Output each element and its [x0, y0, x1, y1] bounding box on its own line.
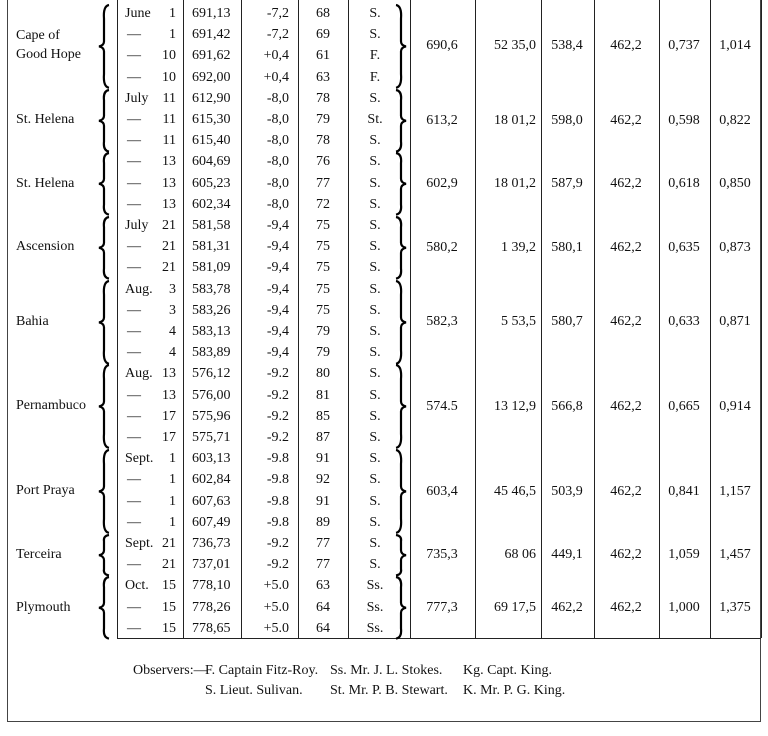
reference-value: 462,2 — [610, 547, 642, 563]
column-rule — [241, 0, 242, 638]
date-day: 1 — [169, 472, 176, 488]
observer-code: S. — [369, 324, 381, 339]
observer-code: S. — [369, 90, 381, 106]
attached-thermometer: 78 — [316, 133, 330, 149]
date-month-ditto: — — [127, 112, 141, 127]
corrected-value: 449,1 — [551, 547, 583, 563]
pressure-reading: 602,84 — [192, 472, 231, 488]
date-month-ditto: — — [127, 599, 141, 615]
observer-code: S. — [369, 472, 381, 488]
date-day: 21 — [162, 239, 176, 255]
observer-code: S. — [369, 451, 381, 467]
right-brace — [395, 152, 407, 216]
date-month: Aug. — [125, 281, 153, 297]
attached-thermometer: 91 — [316, 451, 330, 467]
observer-code: F. — [369, 48, 381, 64]
temperature-reading: -9.2 — [266, 408, 289, 424]
attached-thermometer: 79 — [316, 324, 330, 339]
date-day: 17 — [162, 408, 176, 424]
temperature-reading: +0,4 — [263, 69, 289, 85]
date-day: 1 — [169, 514, 176, 530]
pressure-reading: 581,09 — [192, 260, 231, 276]
column-rule — [594, 0, 595, 638]
observer-code: S. — [369, 260, 381, 276]
observer-code: S. — [369, 430, 381, 445]
attached-thermometer: 89 — [316, 514, 330, 530]
pressure-reading: 583,26 — [192, 302, 231, 318]
date-day: 11 — [162, 133, 176, 149]
observer-code: S. — [369, 536, 381, 551]
temperature-reading: -9.2 — [266, 536, 289, 551]
place-name: Ascension — [16, 239, 75, 255]
observer-code: S. — [369, 27, 381, 43]
pressure-reading: 691,42 — [192, 27, 231, 43]
temperature-reading: -9,4 — [266, 281, 289, 297]
reference-value: 462,2 — [610, 600, 642, 616]
temperature-reading: -8,0 — [266, 175, 289, 191]
attached-thermometer: 68 — [316, 6, 330, 21]
temperature-reading: -9.8 — [266, 493, 289, 509]
altitude-value: 1 39,2 — [501, 239, 536, 255]
date-day: 3 — [169, 302, 176, 318]
mean-pressure: 613,2 — [426, 112, 458, 128]
pressure-reading: 778,10 — [192, 578, 231, 594]
attached-thermometer: 76 — [316, 154, 330, 170]
altitude-value: 5 53,5 — [501, 314, 536, 329]
temperature-reading: -8,0 — [266, 196, 289, 212]
pressure-reading: 736,73 — [192, 536, 231, 551]
observer-code: S. — [369, 302, 381, 318]
ratio-value: 0,618 — [668, 176, 700, 192]
left-brace — [98, 449, 110, 534]
left-brace — [98, 4, 110, 89]
corrected-value: 566,8 — [551, 398, 583, 414]
ratio-value: 0,635 — [668, 239, 700, 255]
corrected-value: 580,1 — [551, 239, 583, 255]
observer-code: S. — [369, 154, 381, 170]
observer-code: S. — [369, 557, 381, 573]
date-month-ditto: — — [127, 196, 141, 212]
factor-value: 0,822 — [719, 112, 751, 128]
attached-thermometer: 81 — [316, 387, 330, 403]
temperature-reading: -9,4 — [266, 345, 289, 361]
left-brace — [98, 534, 110, 576]
right-brace — [395, 4, 407, 89]
corrected-value: 462,2 — [551, 600, 583, 616]
attached-thermometer: 77 — [316, 175, 330, 191]
date-month-ditto: — — [127, 27, 141, 43]
observer-code: F. — [369, 69, 381, 85]
attached-thermometer: 63 — [316, 578, 330, 594]
temperature-reading: -9.8 — [266, 514, 289, 530]
mean-pressure: 735,3 — [426, 547, 458, 563]
temperature-reading: -9.2 — [266, 430, 289, 445]
temperature-reading: -9,4 — [266, 218, 289, 233]
date-month-ditto: — — [127, 472, 141, 488]
date-day: 11 — [162, 112, 176, 127]
pressure-reading: 581,31 — [192, 239, 231, 255]
pressure-reading: 691,13 — [192, 6, 231, 21]
date-month-ditto: — — [127, 514, 141, 530]
date-month: Sept. — [125, 536, 154, 551]
place-name: Port Praya — [16, 483, 75, 499]
factor-value: 0,873 — [719, 239, 751, 255]
pressure-reading: 575,71 — [192, 430, 231, 445]
pressure-reading: 576,00 — [192, 387, 231, 403]
observer-code: S. — [369, 281, 381, 297]
mean-pressure: 603,4 — [426, 483, 458, 499]
right-brace — [395, 576, 407, 640]
date-day: 13 — [162, 366, 176, 382]
date-month-ditto: — — [127, 493, 141, 509]
table-bottom-rule — [117, 638, 761, 639]
left-brace — [98, 576, 110, 640]
mean-pressure: 582,3 — [426, 314, 458, 329]
temperature-reading: +5.0 — [263, 599, 289, 615]
place-name: Terceira — [16, 546, 62, 562]
pressure-reading: 778,65 — [192, 620, 231, 636]
altitude-value: 18 01,2 — [494, 112, 536, 128]
attached-thermometer: 79 — [316, 112, 330, 127]
attached-thermometer: 75 — [316, 281, 330, 297]
attached-thermometer: 92 — [316, 472, 330, 488]
temperature-reading: -7,2 — [266, 6, 289, 21]
date-day: 10 — [162, 69, 176, 85]
ratio-value: 1,059 — [668, 547, 700, 563]
right-brace — [395, 89, 407, 153]
observers-prefix: Observers:— — [133, 663, 208, 678]
observer-code: S. — [369, 239, 381, 255]
observer-code: S. — [369, 218, 381, 233]
column-rule — [348, 0, 349, 638]
pressure-reading: 607,49 — [192, 514, 231, 530]
pressure-reading: 575,96 — [192, 408, 231, 424]
attached-thermometer: 63 — [316, 69, 330, 85]
observer-code: Ss. — [366, 578, 384, 594]
date-day: 3 — [169, 281, 176, 297]
altitude-value: 52 35,0 — [494, 38, 536, 54]
temperature-reading: -9.2 — [266, 387, 289, 403]
temperature-reading: -8,0 — [266, 90, 289, 106]
observer-entry: K. Mr. P. G. King. — [463, 683, 566, 698]
attached-thermometer: 64 — [316, 599, 330, 615]
ratio-value: 0,737 — [668, 38, 700, 54]
date-month-ditto: — — [127, 154, 141, 170]
place-name: Plymouth — [16, 599, 71, 615]
pressure-reading: 581,58 — [192, 218, 231, 233]
attached-thermometer: 61 — [316, 48, 330, 64]
date-month-ditto: — — [127, 302, 141, 318]
altitude-value: 69 17,5 — [494, 600, 536, 616]
observer-code: S. — [369, 133, 381, 149]
column-rule — [117, 0, 118, 638]
observer-code: S. — [369, 493, 381, 509]
date-day: 13 — [162, 387, 176, 403]
temperature-reading: -7,2 — [266, 27, 289, 43]
date-day: 11 — [162, 90, 176, 106]
factor-value: 1,457 — [719, 547, 751, 563]
place-name: St. Helena — [16, 112, 75, 128]
place-name: Bahia — [16, 313, 49, 329]
column-rule — [761, 0, 762, 638]
left-brace — [98, 280, 110, 365]
pressure-reading: 612,90 — [192, 90, 231, 106]
observer-code: S. — [369, 196, 381, 212]
reference-value: 462,2 — [610, 483, 642, 499]
date-month-ditto: — — [127, 324, 141, 339]
temperature-reading: -8,0 — [266, 154, 289, 170]
observer-code: S. — [369, 387, 381, 403]
mean-pressure: 602,9 — [426, 176, 458, 192]
temperature-reading: -8,0 — [266, 133, 289, 149]
date-day: 4 — [169, 345, 176, 361]
pressure-reading: 583,78 — [192, 281, 231, 297]
ratio-value: 1,000 — [668, 600, 700, 616]
mean-pressure: 690,6 — [426, 38, 458, 54]
date-month: Sept. — [125, 451, 154, 467]
reference-value: 462,2 — [610, 38, 642, 54]
column-rule — [410, 0, 411, 638]
pressure-reading: 602,34 — [192, 196, 231, 212]
pressure-reading: 605,23 — [192, 175, 231, 191]
pressure-reading: 737,01 — [192, 557, 231, 573]
observer-entry: F. Captain Fitz-Roy. — [205, 663, 319, 678]
date-day: 1 — [169, 6, 176, 21]
left-brace — [98, 364, 110, 449]
attached-thermometer: 77 — [316, 536, 330, 551]
date-month: Oct. — [125, 578, 149, 594]
date-month: June — [125, 6, 151, 21]
altitude-value: 68 06 — [504, 547, 536, 563]
mean-pressure: 580,2 — [426, 239, 458, 255]
observer-entry: St. Mr. P. B. Stewart. — [330, 683, 448, 698]
temperature-reading: -8,0 — [266, 112, 289, 127]
date-day: 17 — [162, 430, 176, 445]
ratio-value: 0,665 — [668, 398, 700, 414]
date-day: 13 — [162, 154, 176, 170]
date-day: 15 — [162, 578, 176, 594]
left-brace — [98, 216, 110, 280]
observer-code: St. — [367, 112, 383, 127]
date-day: 15 — [162, 620, 176, 636]
ratio-value: 0,633 — [668, 314, 700, 329]
altitude-value: 18 01,2 — [494, 176, 536, 192]
attached-thermometer: 64 — [316, 620, 330, 636]
factor-value: 1,375 — [719, 600, 751, 616]
corrected-value: 587,9 — [551, 176, 583, 192]
date-month-ditto: — — [127, 260, 141, 276]
date-day: 10 — [162, 48, 176, 64]
reference-value: 462,2 — [610, 314, 642, 329]
pressure-reading: 691,62 — [192, 48, 231, 64]
observer-code: Ss. — [366, 620, 384, 636]
date-month: July — [125, 90, 149, 106]
temperature-reading: -9.2 — [266, 557, 289, 573]
attached-thermometer: 75 — [316, 302, 330, 318]
attached-thermometer: 80 — [316, 366, 330, 382]
date-month-ditto: — — [127, 133, 141, 149]
corrected-value: 538,4 — [551, 38, 583, 54]
reference-value: 462,2 — [610, 176, 642, 192]
attached-thermometer: 75 — [316, 260, 330, 276]
temperature-reading: -9,4 — [266, 324, 289, 339]
observer-code: S. — [369, 175, 381, 191]
pressure-reading: 583,89 — [192, 345, 231, 361]
date-month-ditto: — — [127, 387, 141, 403]
attached-thermometer: 75 — [316, 218, 330, 233]
observer-code: S. — [369, 345, 381, 361]
date-month-ditto: — — [127, 620, 141, 636]
altitude-value: 13 12,9 — [494, 398, 536, 414]
temperature-reading: -9,4 — [266, 239, 289, 255]
temperature-reading: -9.8 — [266, 472, 289, 488]
reference-value: 462,2 — [610, 112, 642, 128]
pressure-reading: 778,26 — [192, 599, 231, 615]
reference-value: 462,2 — [610, 239, 642, 255]
date-day: 4 — [169, 324, 176, 339]
attached-thermometer: 85 — [316, 408, 330, 424]
date-day: 21 — [162, 557, 176, 573]
temperature-reading: +5.0 — [263, 620, 289, 636]
date-month-ditto: — — [127, 345, 141, 361]
factor-value: 0,850 — [719, 176, 751, 192]
reference-value: 462,2 — [610, 398, 642, 414]
attached-thermometer: 77 — [316, 557, 330, 573]
place-name: Cape of — [16, 28, 60, 44]
observer-entry: S. Lieut. Sulivan. — [205, 683, 303, 698]
corrected-value: 503,9 — [551, 483, 583, 499]
observer-code: S. — [369, 408, 381, 424]
attached-thermometer: 72 — [316, 196, 330, 212]
date-month-ditto: — — [127, 408, 141, 424]
factor-value: 1,014 — [719, 38, 751, 54]
date-day: 21 — [162, 536, 176, 551]
observer-code: S. — [369, 6, 381, 21]
column-rule — [183, 0, 184, 638]
observer-code: S. — [369, 366, 381, 382]
pressure-reading: 576,12 — [192, 366, 231, 382]
place-name: Good Hope — [16, 47, 81, 63]
mean-pressure: 574.5 — [426, 398, 458, 414]
observer-entry: Kg. Capt. King. — [463, 663, 553, 678]
pressure-reading: 604,69 — [192, 154, 231, 170]
temperature-reading: -9.8 — [266, 451, 289, 467]
place-name: St. Helena — [16, 175, 75, 191]
temperature-reading: -9,4 — [266, 302, 289, 318]
factor-value: 1,157 — [719, 483, 751, 499]
pressure-reading: 692,00 — [192, 69, 231, 85]
temperature-reading: +5.0 — [263, 578, 289, 594]
corrected-value: 580,7 — [551, 314, 583, 329]
observer-entry: Ss. Mr. J. L. Stokes. — [330, 663, 443, 678]
ratio-value: 0,841 — [668, 483, 700, 499]
date-month-ditto: — — [127, 557, 141, 573]
temperature-reading: -9,4 — [266, 260, 289, 276]
corrected-value: 598,0 — [551, 112, 583, 128]
pressure-reading: 583,13 — [192, 324, 231, 339]
date-month: July — [125, 218, 149, 233]
right-brace — [395, 280, 407, 365]
attached-thermometer: 87 — [316, 430, 330, 445]
date-month-ditto: — — [127, 48, 141, 64]
date-day: 1 — [169, 493, 176, 509]
pressure-reading: 615,30 — [192, 112, 231, 127]
factor-value: 0,871 — [719, 314, 751, 329]
attached-thermometer: 75 — [316, 239, 330, 255]
left-brace — [98, 152, 110, 216]
altitude-value: 45 46,5 — [494, 483, 536, 499]
temperature-reading: -9.2 — [266, 366, 289, 382]
date-month: Aug. — [125, 366, 153, 382]
date-day: 13 — [162, 196, 176, 212]
factor-value: 0,914 — [719, 398, 751, 414]
temperature-reading: +0,4 — [263, 48, 289, 64]
right-brace — [395, 449, 407, 534]
pressure-reading: 603,13 — [192, 451, 231, 467]
pressure-reading: 607,63 — [192, 493, 231, 509]
date-day: 1 — [169, 27, 176, 43]
date-day: 13 — [162, 175, 176, 191]
right-brace — [395, 534, 407, 576]
observer-code: S. — [369, 514, 381, 530]
observer-code: Ss. — [366, 599, 384, 615]
date-day: 15 — [162, 599, 176, 615]
right-brace — [395, 364, 407, 449]
ratio-value: 0,598 — [668, 112, 700, 128]
date-month-ditto: — — [127, 430, 141, 445]
left-brace — [98, 89, 110, 153]
date-month-ditto: — — [127, 69, 141, 85]
column-rule — [298, 0, 299, 638]
attached-thermometer: 78 — [316, 90, 330, 106]
date-day: 21 — [162, 218, 176, 233]
attached-thermometer: 91 — [316, 493, 330, 509]
date-month-ditto: — — [127, 239, 141, 255]
pressure-reading: 615,40 — [192, 133, 231, 149]
attached-thermometer: 69 — [316, 27, 330, 43]
date-day: 1 — [169, 451, 176, 467]
right-brace — [395, 216, 407, 280]
place-name: Pernambuco — [16, 398, 86, 414]
date-day: 21 — [162, 260, 176, 276]
date-month-ditto: — — [127, 175, 141, 191]
mean-pressure: 777,3 — [426, 600, 458, 616]
attached-thermometer: 79 — [316, 345, 330, 361]
